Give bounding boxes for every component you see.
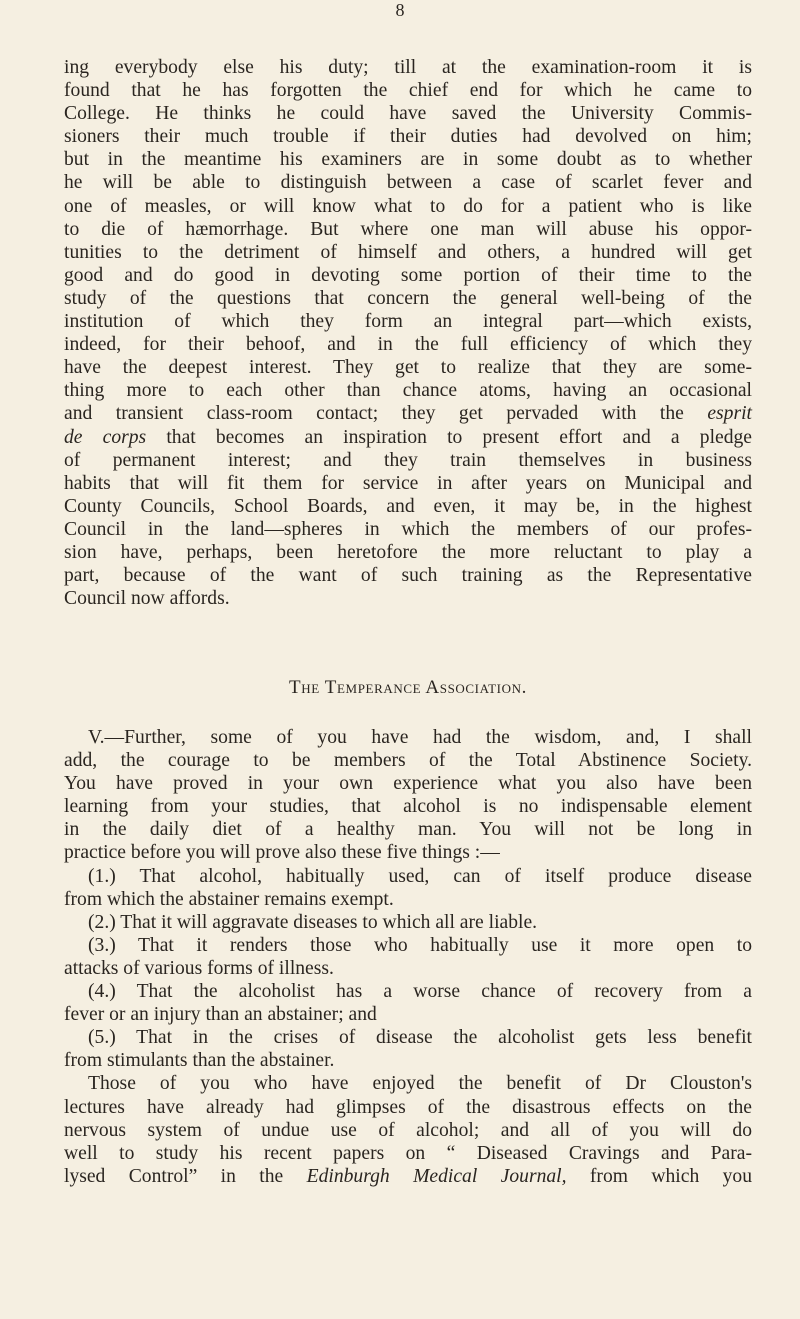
text-line: habits that will fit them for service in after years on Municipal and	[64, 472, 752, 494]
list-item-line: (5.) That in the crises of disease the alcoholist gets less benefit	[88, 1027, 752, 1049]
text-line: have the deepest interest. They get to realize that they are some-	[64, 357, 752, 379]
text-line: Those of you who have enjoyed the benefit of Dr Clouston's	[88, 1073, 752, 1095]
text-line: Council in the land—spheres in which the members of our profes-	[64, 518, 752, 540]
paragraph-temperance	[64, 726, 752, 1188]
text-line: he will be able to distinguish between a case of scarlet fever and	[64, 172, 752, 194]
text-line: lectures have already had glimpses of the disastrous effects on the	[64, 1096, 752, 1118]
text-line: of permanent interest; and they train themselves in business	[64, 449, 752, 471]
text-line: but in the meantime his examiners are in some doubt as to whether	[64, 149, 752, 171]
list-item-line: (3.) That it renders those who habitually use it more open to	[88, 934, 752, 956]
list-item-line: (1.) That alcohol, habitually used, can of itself produce disease	[88, 865, 752, 887]
text-line: to die of hæmorrhage. But where one man will abuse his oppor-	[64, 218, 752, 240]
text-line: well to study his recent papers on “ Diseased Cravings and Para-	[64, 1142, 752, 1164]
text-line: County Councils, School Boards, and even, it may be, in the highest	[64, 495, 752, 517]
italic-journal-title: Edinburgh Medical Journal,	[306, 1165, 567, 1187]
text-line: tunities to the detriment of himself and others, a hundred will get	[64, 241, 752, 263]
text-line: found that he has forgotten the chief end for which he came to	[64, 80, 752, 102]
text-segment: lysed Control” in the	[64, 1165, 307, 1187]
text-line: add, the courage to be members of the Total Abstinence Society.	[64, 750, 752, 772]
list-item-line: from which the abstainer remains exempt.	[64, 888, 394, 910]
text-line: study of the questions that concern the general well-being of the	[64, 287, 752, 309]
text-line: indeed, for their behoof, and in the full efficiency of which they	[64, 334, 752, 356]
text-line: one of measles, or will know what to do for a patient who is like	[64, 195, 752, 217]
list-item-line: (2.) That it will aggravate diseases to which all are liable.	[88, 911, 538, 933]
text-line: Council now affords.	[64, 588, 230, 610]
page-number: 8	[395, 0, 405, 20]
text-line: ing everybody else his duty; till at the examination-room it is	[64, 57, 752, 78]
text-line: practice before you will prove also these five things :—	[64, 842, 500, 864]
text-line: sion have, perhaps, been heretofore the more reluctant to play a	[64, 541, 752, 563]
text-line: good and do good in devoting some portion of their time to the	[64, 264, 752, 286]
text-line: nervous system of undue use of alcohol; and all of you will do	[64, 1119, 752, 1141]
section-heading: The Temperance Association.	[289, 677, 527, 698]
text-line-with-italic	[64, 426, 752, 449]
text-line: You have proved in your own experience what you also have been	[64, 773, 752, 795]
italic-term: de corps	[64, 426, 147, 448]
text-line: part, because of the want of such training as the Representative	[64, 565, 752, 587]
list-item-line: fever or an injury than an abstainer; and	[64, 1004, 377, 1026]
italic-term: esprit	[707, 403, 752, 425]
text-line: institution of which they form an integral part—which exists,	[64, 311, 752, 333]
text-line: in the daily diet of a healthy man. You will not be long in	[64, 819, 752, 841]
text-line: learning from your studies, that alcohol is no indispensable element	[64, 796, 752, 818]
text-segment: that becomes an inspiration to present effort and a pledge	[146, 426, 752, 448]
text-line: sioners their much trouble if their duties had devolved on him;	[64, 126, 752, 148]
text-line: College. He thinks he could have saved the University Commis-	[64, 103, 752, 125]
list-item-line: (4.) That the alcoholist has a worse chance of recovery from a	[88, 981, 752, 1003]
text-segment: from which you	[566, 1165, 753, 1187]
text-line-with-italic	[64, 402, 752, 425]
list-item-line: from stimulants than the abstainer.	[64, 1050, 335, 1072]
text-line: V.—Further, some of you have had the wisdom, and, I shall	[88, 727, 752, 748]
text-line-with-italic	[64, 1165, 752, 1188]
text-segment: and transient class-room contact; they get pervaded with the	[64, 403, 684, 425]
text-line: thing more to each other than chance atoms, having an occasional	[64, 380, 752, 402]
paragraph-continuation	[64, 56, 752, 610]
list-item-line: attacks of various forms of illness.	[64, 957, 334, 979]
